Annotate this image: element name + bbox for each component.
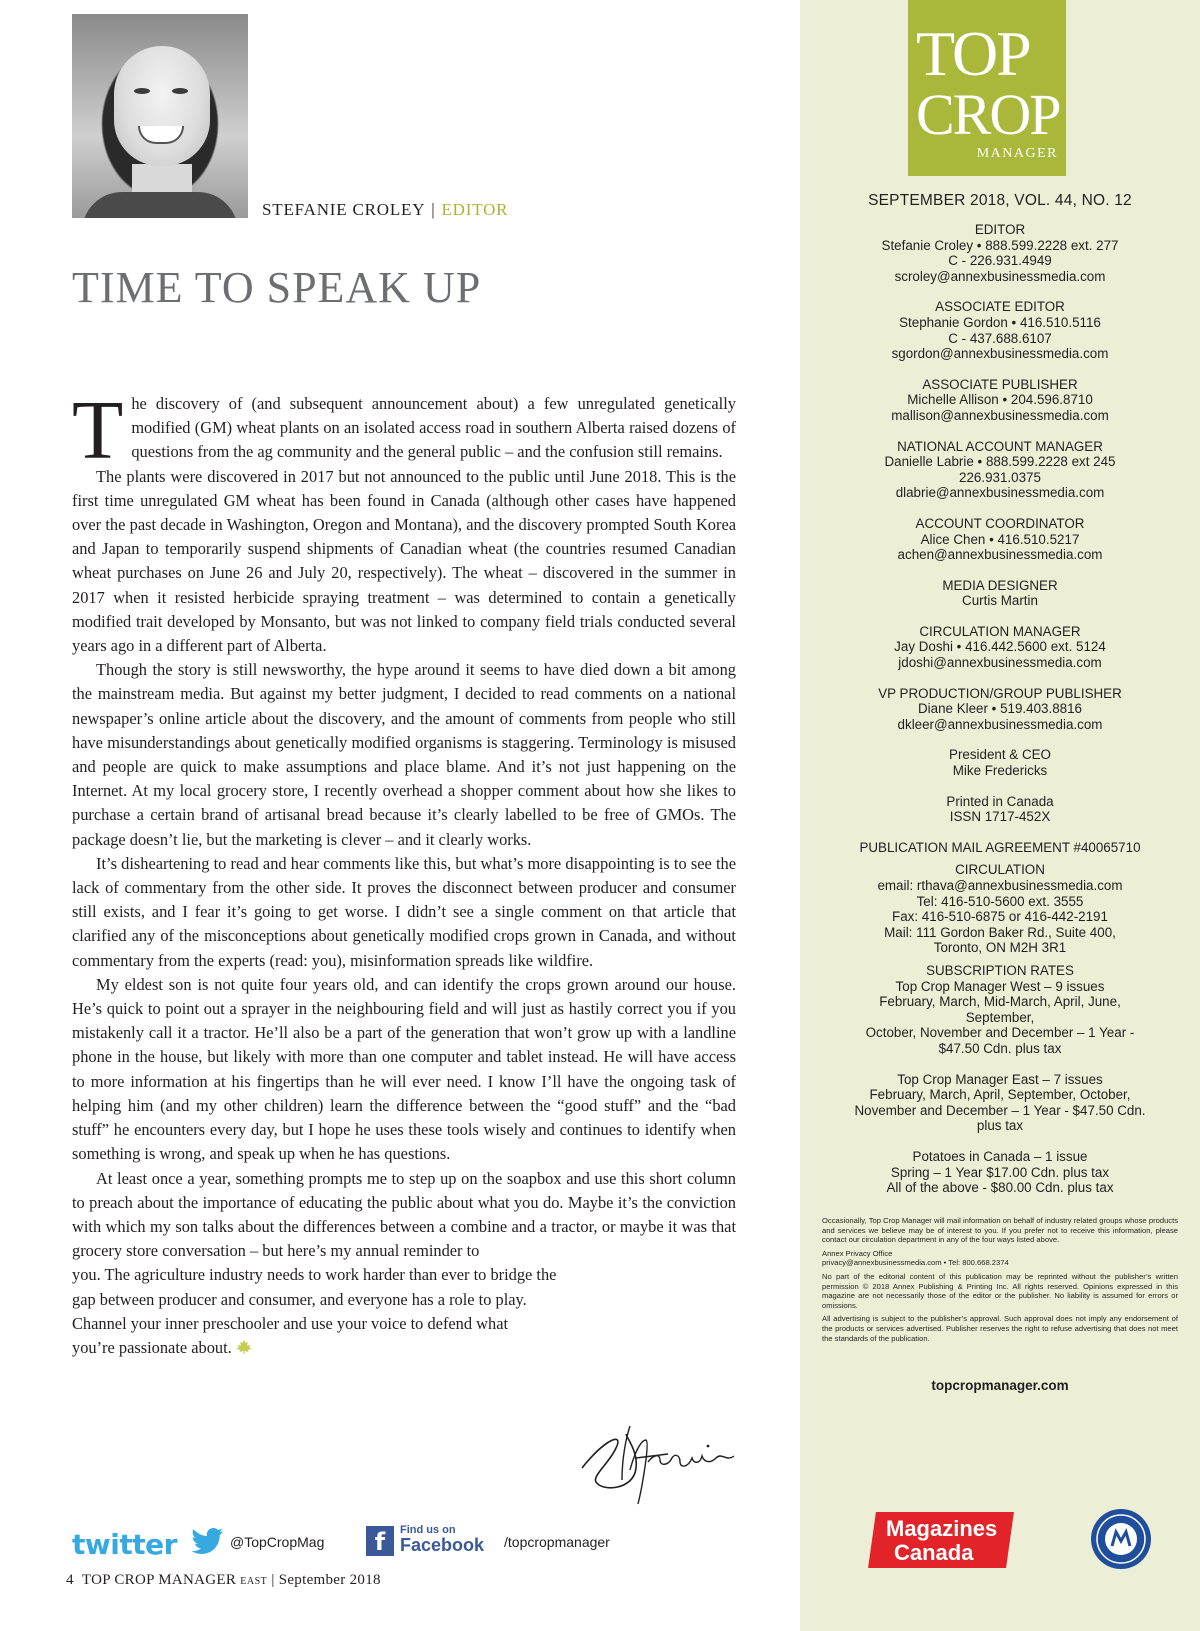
fine-print (822, 1216, 1178, 1347)
logo-manager: MANAGER (976, 146, 1058, 161)
twitter-handle[interactable]: @TopCropMag (230, 1534, 325, 1550)
folio-edition: EAST (240, 1576, 268, 1587)
byline-separator: | (431, 200, 436, 219)
article-paragraph-1: The discovery of (and subsequent announcement about) a few unregulated genetically modified (GM) wheat plants on an isolated access road in southern Alberta raised dozens of questions from the ag community and the general public – and the confusion still remains. (72, 384, 736, 477)
masthead-editor: EDITOR Stefanie Croley • 888.599.2228 ext. 277 C - 226.931.4949 scroley@annexbusinessmedia.com (881, 222, 1119, 284)
masthead-subscription-rates: SUBSCRIPTION RATES Top Crop Manager West – 9 issues February, March, Mid-March, April, June, September, October, November and December – 1 Year - $47.50 Cdn. plus tax (865, 962, 1135, 1056)
closing-line-4: you’re passionate about. (72, 1336, 736, 1360)
masthead-national-account-manager: NATIONAL ACCOUNT MANAGER Danielle Labrie • 888.599.2228 ext 245 226.931.0375 dlabrie@annexbusinessmedia.com (884, 438, 1116, 501)
facebook-f-icon[interactable]: f (366, 1526, 394, 1556)
masthead-east-rates: Top Crop Manager East – 7 issues February, March, April, September, October, November and December – 1 Year - $47.50 Cdn. plus tax (854, 1071, 1146, 1134)
fine-print-copyright: No part of the editorial content of this publication may be reprinted without the publisher’s written permission © 2018 Annex Publishing & Printing Inc. All rights reserved. Opinions expressed in this magazine are not necessarily those of the editor or the publisher. No liability is assumed for errors or omissions. (822, 1271, 1178, 1310)
masthead (800, 192, 1200, 1211)
masthead-printed: Printed in Canada ISSN 1717-452X (946, 793, 1054, 825)
masthead-circulation: CIRCULATION email: rthava@annexbusinessmedia.com Tel: 416-510-5600 ext. 3555 Fax: 416-510-6875 or 416-442-2191 Mail: 111 Gordon Baker Rd., Suite 400, Toronto, ON M2H 3R1 (877, 862, 1123, 956)
masthead-media-designer: MEDIA DESIGNER Curtis Martin (942, 577, 1058, 609)
article-paragraph-3: Though the story is still newsworthy, the hype around it seems to have died down a bit among the mainstream media. But against my better judgment, I decided to read comments on a national newspaper’s online article about the discovery, and the amount of comments from people who still have misunderstandings about genetically modified organisms is staggering. Terminology is misused and people are quick to make assumptions and place blame. And it’s not just happening on the Internet. At my local grocery store, I recently overhead a shopper comment about how she likes to purchase a certain brand of artisanal bread because it’s clearly labelled to be free of GMOs. The package doesn’t lie, but the marketing is clever – and it clearly works. (72, 660, 736, 849)
article-paragraph-4: It’s disheartening to read and hear comments like this, but what’s more disappointing is to see the lack of commentary from the other side. It proves the disconnect between producer and consumer still exists, and I fear it’s going to get worse. I didn’t see a single comment on that article that clarified any of the misconceptions about genetically modified crops grown in Canada, and without commentary from the experts (read: you), misinformation spreads like wildfire. (72, 853, 736, 970)
article-paragraph-5: My eldest son is not quite four years old, and can identify the crops grown around our house. He’s quick to point out a sprayer in the neighbouring field and will just as hastily correct you if you mistakenly call it a tractor. He’ll also be a part of the generation that won’t grow up with a landline phone in the house, but likely with more than one computer and tablet instead. He will have access to more information at his fingertips than he will ever need. I know I’ll have the ongoing task of helping him (and my other children) learn the difference between the “good stuff” and the “bad stuff” he encounters every day, but I hope he uses these tools wisely and continues to identify when something is wrong, and speak up when he has questions. (72, 974, 736, 1164)
closing-line-3: Channel your inner preschooler and use your voice to defend what (72, 1313, 509, 1333)
audited-media-seal-icon (1090, 1508, 1152, 1570)
social-bar (72, 1524, 722, 1564)
facebook-wordmark[interactable]: Facebook (400, 1535, 485, 1555)
article-closing (72, 1263, 736, 1360)
masthead-potatoes-rates: Potatoes in Canada – 1 issue Spring – 1 Year $17.00 Cdn. plus tax All of the above - $80.00 Cdn. plus tax (886, 1148, 1114, 1196)
masthead-associate-publisher: ASSOCIATE PUBLISHER Michelle Allison • 204.596.8710 mallison@annexbusinessmedia.com (891, 376, 1109, 423)
top-crop-manager-logo (908, 0, 1066, 176)
logo-top: TOP (916, 18, 1030, 89)
signature (576, 1418, 746, 1508)
byline (262, 200, 508, 220)
facebook-find-us: Find us on (400, 1524, 456, 1536)
logo-crop: CROP (916, 82, 1060, 147)
maple-leaf-icon (236, 1340, 252, 1354)
folio (66, 1572, 381, 1589)
closing-line-1: you. The agriculture industry needs to work harder than ever to bridge the (72, 1265, 557, 1285)
article-body (72, 384, 736, 1360)
byline-name: STEFANIE CROLEY (262, 200, 426, 219)
masthead-circulation-manager: CIRCULATION MANAGER Jay Doshi • 416.442.5600 ext. 5124 jdoshi@annexbusinessmedia.com (894, 623, 1106, 671)
facebook-handle[interactable]: /topcropmanager (504, 1534, 610, 1550)
folio-separator: | (271, 1572, 275, 1588)
article-paragraph-6: At least once a year, something prompts me to step up on the soapbox and use this short column to preach about the importance of educating the public about what you do. Maybe it’s the conviction with which my son talks about the differences between a combine and a tractor, or maybe it was that grocery store conversation – but here’s my annual reminder to (72, 1168, 736, 1261)
folio-page: 4 (66, 1572, 74, 1588)
fine-print-mailing: Occasionally, Top Crop Manager will mail information on behalf of industry related groups whose products and services we believe may be of interest to you. If you prefer not to receive this information, please contact our circulation department in any of the four ways listed above. (822, 1216, 1178, 1245)
folio-date: September 2018 (278, 1572, 381, 1588)
website-link[interactable]: topcropmanager.com (931, 1378, 1069, 1393)
issue-line: SEPTEMBER 2018, VOL. 44, NO. 12 (868, 192, 1132, 209)
masthead-mail-agreement: PUBLICATION MAIL AGREEMENT #40065710 (859, 839, 1141, 855)
masthead-president: President & CEO Mike Fredericks (949, 747, 1051, 779)
masthead-associate-editor: ASSOCIATE EDITOR Stephanie Gordon • 416.510.5116 C - 437.688.6107 sgordon@annexbusinessmedia.com (891, 299, 1109, 362)
masthead-account-coordinator: ACCOUNT COORDINATOR Alice Chen • 416.510.5217 achen@annexbusinessmedia.com (897, 515, 1103, 563)
magazines-canada-logo: Magazines Canada (872, 1512, 1010, 1568)
fine-print-advertising: All advertising is subject to the publisher’s approval. Such approval does not imply any endorsement of the products or services advertised. Publisher reserves the right to refuse advertising that does not meet the standards of the publication. (822, 1314, 1178, 1343)
byline-role: EDITOR (441, 200, 509, 219)
headline: TIME TO SPEAK UP (72, 263, 482, 312)
article-paragraph-2: The plants were discovered in 2017 but not announced to the public until June 2018. This is the first time unregulated GM wheat has been found in Canada (although other cases have happened over the past decade in Washington, Oregon and Montana), and the discovery prompted South Korea and Japan to temporarily suspend shipments of Canadian wheat (the countries resumed Canadian wheat purchases on June 26 and July 20, respectively). The wheat – discovered in the summer in 2017 when it resisted herbicide spraying treatment – was determined to contain a genetically modified trait developed by Monsanto, but was not linked to company field trials conducted several years ago in a different part of Alberta. (72, 466, 736, 656)
twitter-logo[interactable]: twitter (72, 1528, 177, 1561)
drop-cap: T (72, 384, 124, 477)
editor-photo (72, 14, 248, 218)
folio-magazine: TOP CROP MANAGER (81, 1572, 237, 1588)
masthead-vp-production: VP PRODUCTION/GROUP PUBLISHER Diane Kleer • 519.403.8816 dkleer@annexbusinessmedia.com (878, 685, 1122, 732)
closing-line-2: gap between producer and consumer, and everyone has a role to play. (72, 1289, 527, 1309)
twitter-bird-icon[interactable] (192, 1526, 224, 1556)
fine-print-privacy: Annex Privacy Office privacy@annexbusinessmedia.com • Tel: 800.668.2374 (822, 1248, 1009, 1268)
